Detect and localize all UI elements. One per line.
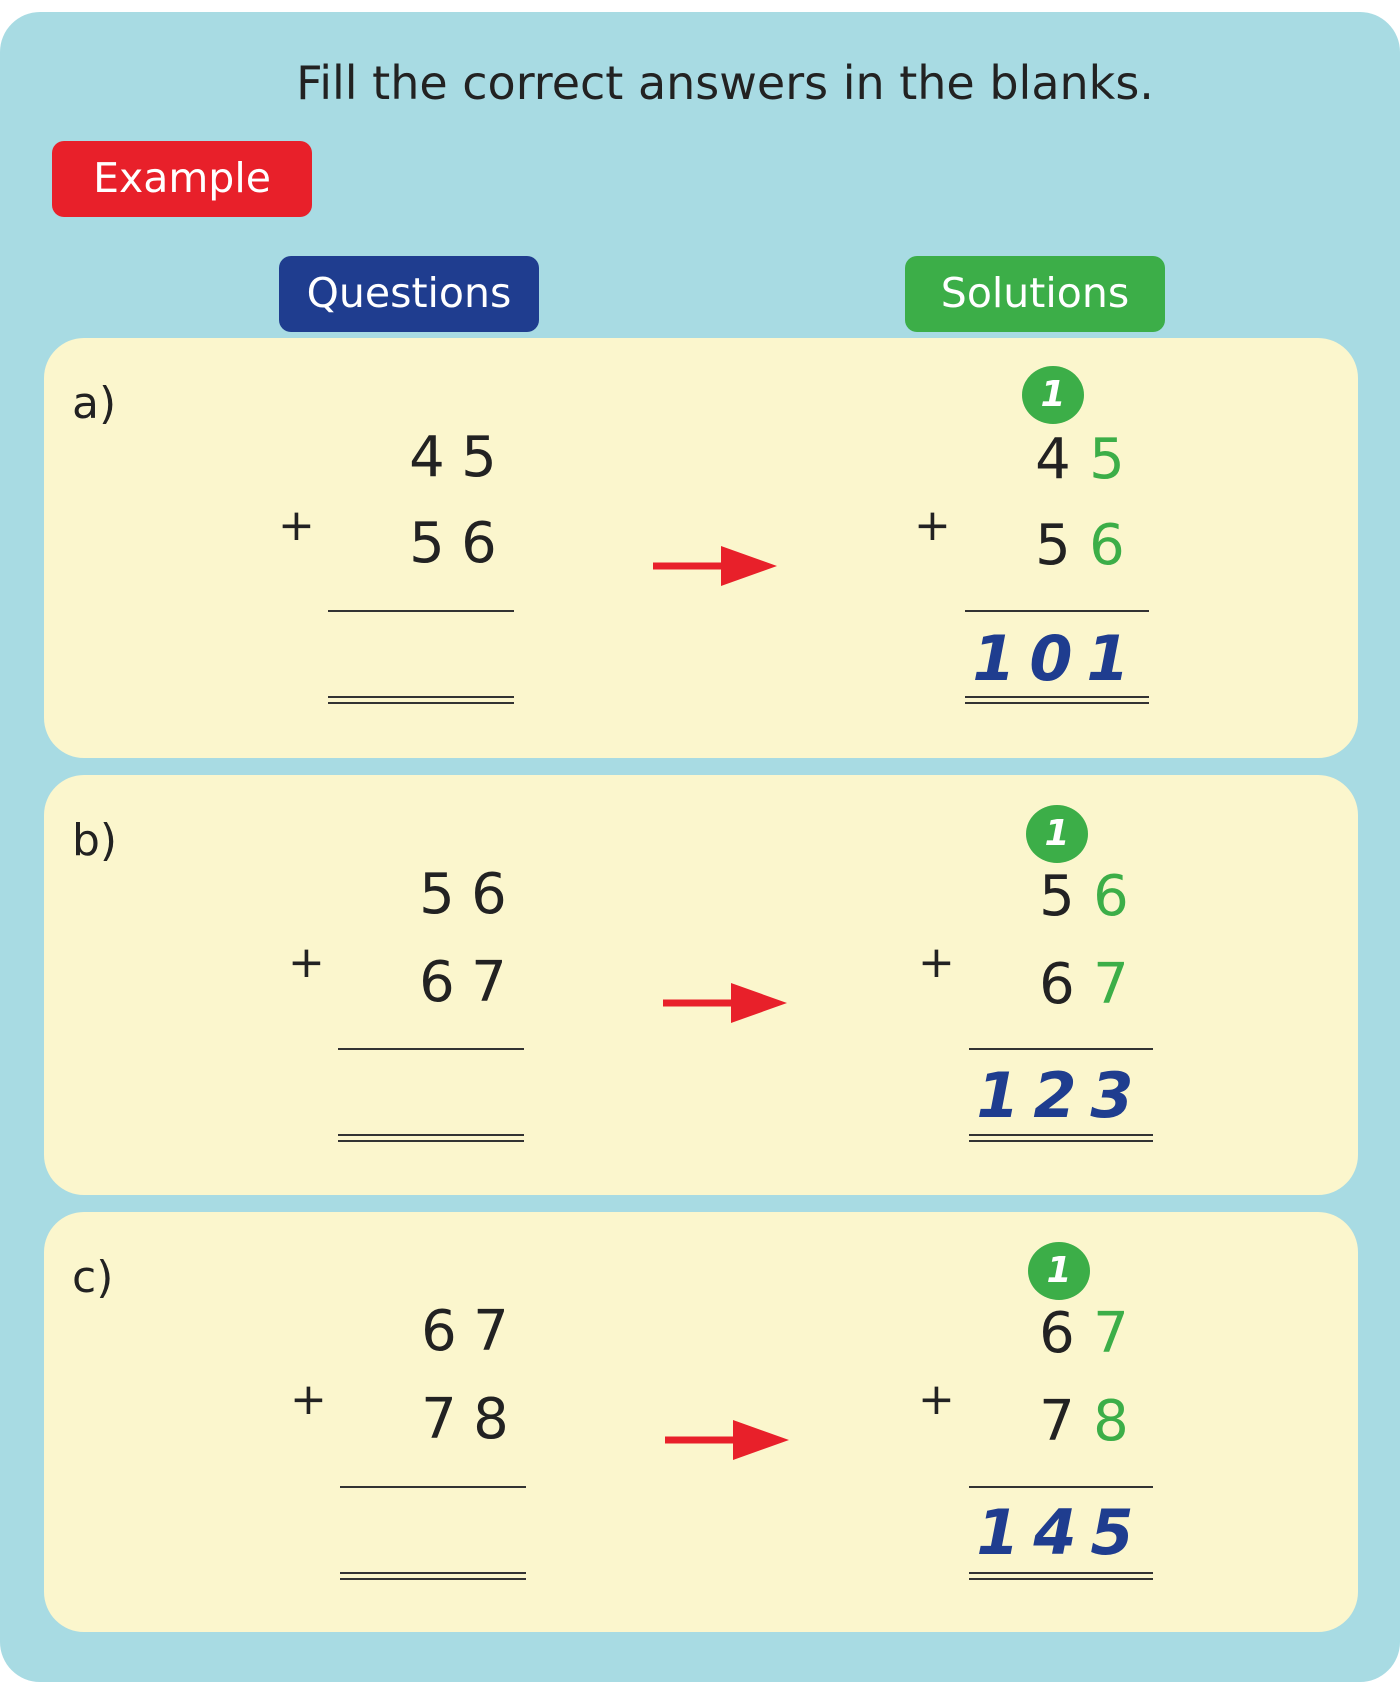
answer-underline <box>969 1134 1153 1142</box>
sum-line <box>969 1486 1153 1488</box>
question-top-ones-digit: 5 <box>461 425 497 490</box>
answer-blank[interactable] <box>338 1134 524 1142</box>
question-bottom-ones-digit: 7 <box>471 950 507 1015</box>
answer-hundreds-digit: 1 <box>972 622 1016 695</box>
problem-label: c) <box>72 1252 114 1303</box>
problem-label: b) <box>72 815 118 866</box>
question-bottom-tens-digit: 6 <box>419 950 455 1015</box>
solution-bottom-tens-digit: 5 <box>1035 513 1071 578</box>
worksheet-panel <box>0 12 1400 1682</box>
question-bottom-ones-digit: 8 <box>473 1387 509 1452</box>
solution-bottom-ones-digit: 7 <box>1093 952 1129 1017</box>
question-top-ones-digit: 6 <box>471 862 507 927</box>
solution-top-ones-digit: 7 <box>1093 1301 1129 1366</box>
sum-line <box>338 1048 524 1050</box>
question-top-tens-digit: 4 <box>409 425 445 490</box>
solutions-label: Solutions <box>905 256 1165 332</box>
solution-top-ones-digit: 6 <box>1093 864 1129 929</box>
arrow-right-icon <box>663 981 787 1025</box>
plus-sign: + <box>290 1374 327 1425</box>
problem-label: a) <box>72 378 117 429</box>
solution-top-tens-digit: 4 <box>1035 427 1071 492</box>
question-top-ones-digit: 7 <box>473 1299 509 1364</box>
plus-sign: + <box>914 500 951 551</box>
answer-ones-digit: 3 <box>1090 1059 1134 1132</box>
solution-bottom-tens-digit: 7 <box>1039 1389 1075 1454</box>
answer-blank[interactable] <box>328 696 514 704</box>
question-top-tens-digit: 5 <box>419 862 455 927</box>
solution-top-tens-digit: 6 <box>1039 1301 1075 1366</box>
sum-line <box>969 1048 1153 1050</box>
answer-hundreds-digit: 1 <box>976 1059 1020 1132</box>
plus-sign: + <box>288 937 325 988</box>
question-bottom-tens-digit: 5 <box>409 511 445 576</box>
example-label: Example <box>52 141 312 217</box>
problem-card-c <box>44 1212 1358 1632</box>
sum-line <box>340 1486 526 1488</box>
arrow-right-icon <box>665 1418 789 1462</box>
solution-bottom-tens-digit: 6 <box>1039 952 1075 1017</box>
answer-hundreds-digit: 1 <box>976 1496 1020 1569</box>
solution-bottom-ones-digit: 8 <box>1093 1389 1129 1454</box>
solution-bottom-ones-digit: 6 <box>1089 513 1125 578</box>
sum-line <box>328 610 514 612</box>
carry-badge: 1 <box>1022 366 1084 424</box>
plus-sign: + <box>918 937 955 988</box>
question-top-tens-digit: 6 <box>421 1299 457 1364</box>
solution-top-ones-digit: 5 <box>1089 427 1125 492</box>
answer-blank[interactable] <box>340 1572 526 1580</box>
question-bottom-ones-digit: 6 <box>461 511 497 576</box>
solution-top-tens-digit: 5 <box>1039 864 1075 929</box>
plus-sign: + <box>278 500 315 551</box>
carry-badge: 1 <box>1026 805 1088 863</box>
answer-tens-digit: 2 <box>1033 1059 1077 1132</box>
plus-sign: + <box>918 1374 955 1425</box>
questions-label: Questions <box>279 256 539 332</box>
instruction-heading: Fill the correct answers in the blanks. <box>296 56 1154 110</box>
answer-tens-digit: 4 <box>1033 1496 1077 1569</box>
problem-card-b <box>44 775 1358 1195</box>
sum-line <box>965 610 1149 612</box>
answer-ones-digit: 5 <box>1090 1496 1134 1569</box>
answer-tens-digit: 0 <box>1029 622 1073 695</box>
answer-ones-digit: 1 <box>1086 622 1130 695</box>
answer-underline <box>969 1572 1153 1580</box>
carry-badge: 1 <box>1028 1242 1090 1300</box>
arrow-right-icon <box>653 544 777 588</box>
answer-underline <box>965 696 1149 704</box>
problem-card-a <box>44 338 1358 758</box>
question-bottom-tens-digit: 7 <box>421 1387 457 1452</box>
